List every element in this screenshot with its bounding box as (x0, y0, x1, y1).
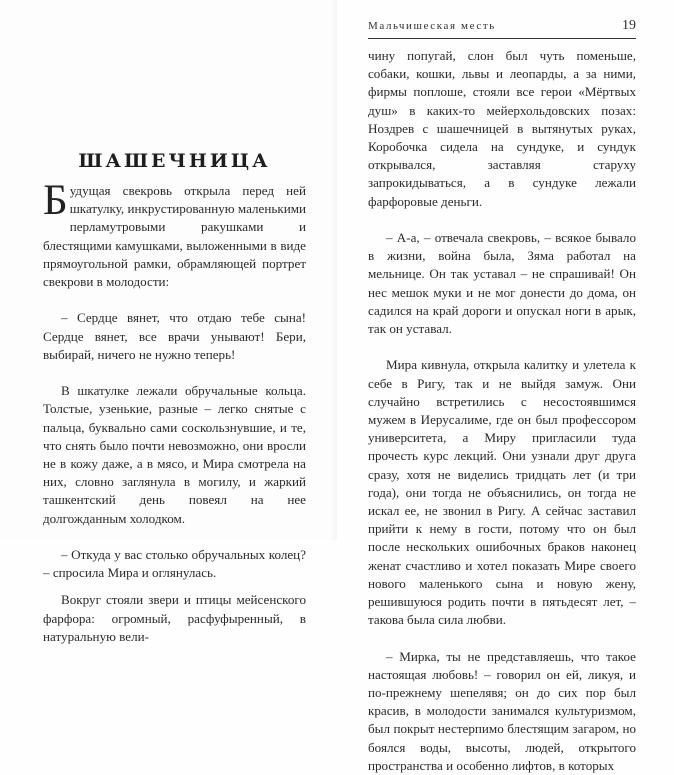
paragraph-dialogue-3: – А-а, – отвечала свекровь, – всякое бывало в жизни, война была, Зяма работал на мельнице. Он так уставал – не спрашивай! Он нес мешок муки и не мог донести до дома, он садился на край дороги и опускал ноги в арык, так он уставал. (368, 230, 636, 337)
running-header-title: Мальчишеская месть (368, 20, 496, 32)
right-page-body (368, 47, 636, 775)
left-page-body (43, 177, 306, 646)
paragraph-continuation: чину попугай, слон был чуть поменьше, собаки, кошки, львы и леопарды, а за ними, фирмы поплоше, стояли все герои «Мёртвых душ» в каких-то мейерхольдовских позах: Ноздрев с шашечницей в вытянутых руках, Коробочка сидела на сундуке, и сундук открывался, заставляя старуху запрокидываться, а в сундуке лежали фарфоровые деньги. (368, 48, 636, 209)
paragraph-dialogue-2: – Откуда у вас столько обручальных колец? – спросила Мира и оглянулась. (43, 547, 306, 581)
running-header (368, 18, 636, 39)
paragraph-text: удущая свекровь открыла перед ней шкатулку, инкрустированную маленькими перламутровыми ракушками и блестящими камушками, выложенными в виде прямоугольной рамки, обрамляющей портрет свекрови в молодости: (43, 183, 306, 290)
paragraph-porcelain: Вокруг стояли звери и птицы мейсенского фарфора: огромный, расфуфыренный, в натуральную вели- (43, 592, 306, 644)
paragraph-riga: Мира кивнула, открыла калитку и улетела к себе в Ригу, так и не выйдя замуж. Они случайно встретились с несостоявшимся мужем в Иерусалиме, где он был профессором университета, а Миру пригласили туда прочесть курс лекций. Они узнали друг друга сразу, хотя не виделись тридцать лет (и три года), они тогда не объяснились, он тогда не искал ее, не звонил в Ригу. А сейчас заставил прийти к нему в гости, потому что он был после нескольких ошибочных браков наконец женат счастливо и хотел показать Мире своего нового маленького сына и новую жену, решившуюся родить почти в пятьдесят лет, – такова была сила любви. (368, 357, 636, 628)
paragraph-dialogue-4: – Мирка, ты не представляешь, что такое настоящая любовь! – говорил он ей, ликуя, и по-прежнему шепелявя; он до сих пор был красив, в молодости занимался культуризмом, был покрыт нестерпимо блестящим загаром, но боялся воды, высоты, людей, открытого пространства и особенно лифтов, в которых (368, 648, 636, 773)
page-number: 19 (622, 18, 636, 33)
paragraph-dialogue-1: – Сердце вянет, что отдаю тебе сына! Сердце вянет, все врачи унывают! Бери, выбирай, ничего не нужно теперь! (43, 310, 306, 362)
paragraph-rings: В шкатулке лежали обручальные кольца. Толстые, узенькие, разные – легко снятые с пальца, буквально сами соскользнувшие, и те, что снять было почти невозможно, они вросли не в кожу даже, а в мясо, и Мира смотрела на них, словно заглянула в могилу, и жаркий ташкентский день повеял на нее долгожданным холодком. (43, 383, 306, 526)
left-page (0, 0, 337, 644)
right-page (337, 0, 674, 773)
drop-cap: Б (43, 177, 68, 224)
paragraph-opening (43, 177, 306, 291)
chapter-title: ШАШЕЧНИЦА (78, 150, 271, 172)
